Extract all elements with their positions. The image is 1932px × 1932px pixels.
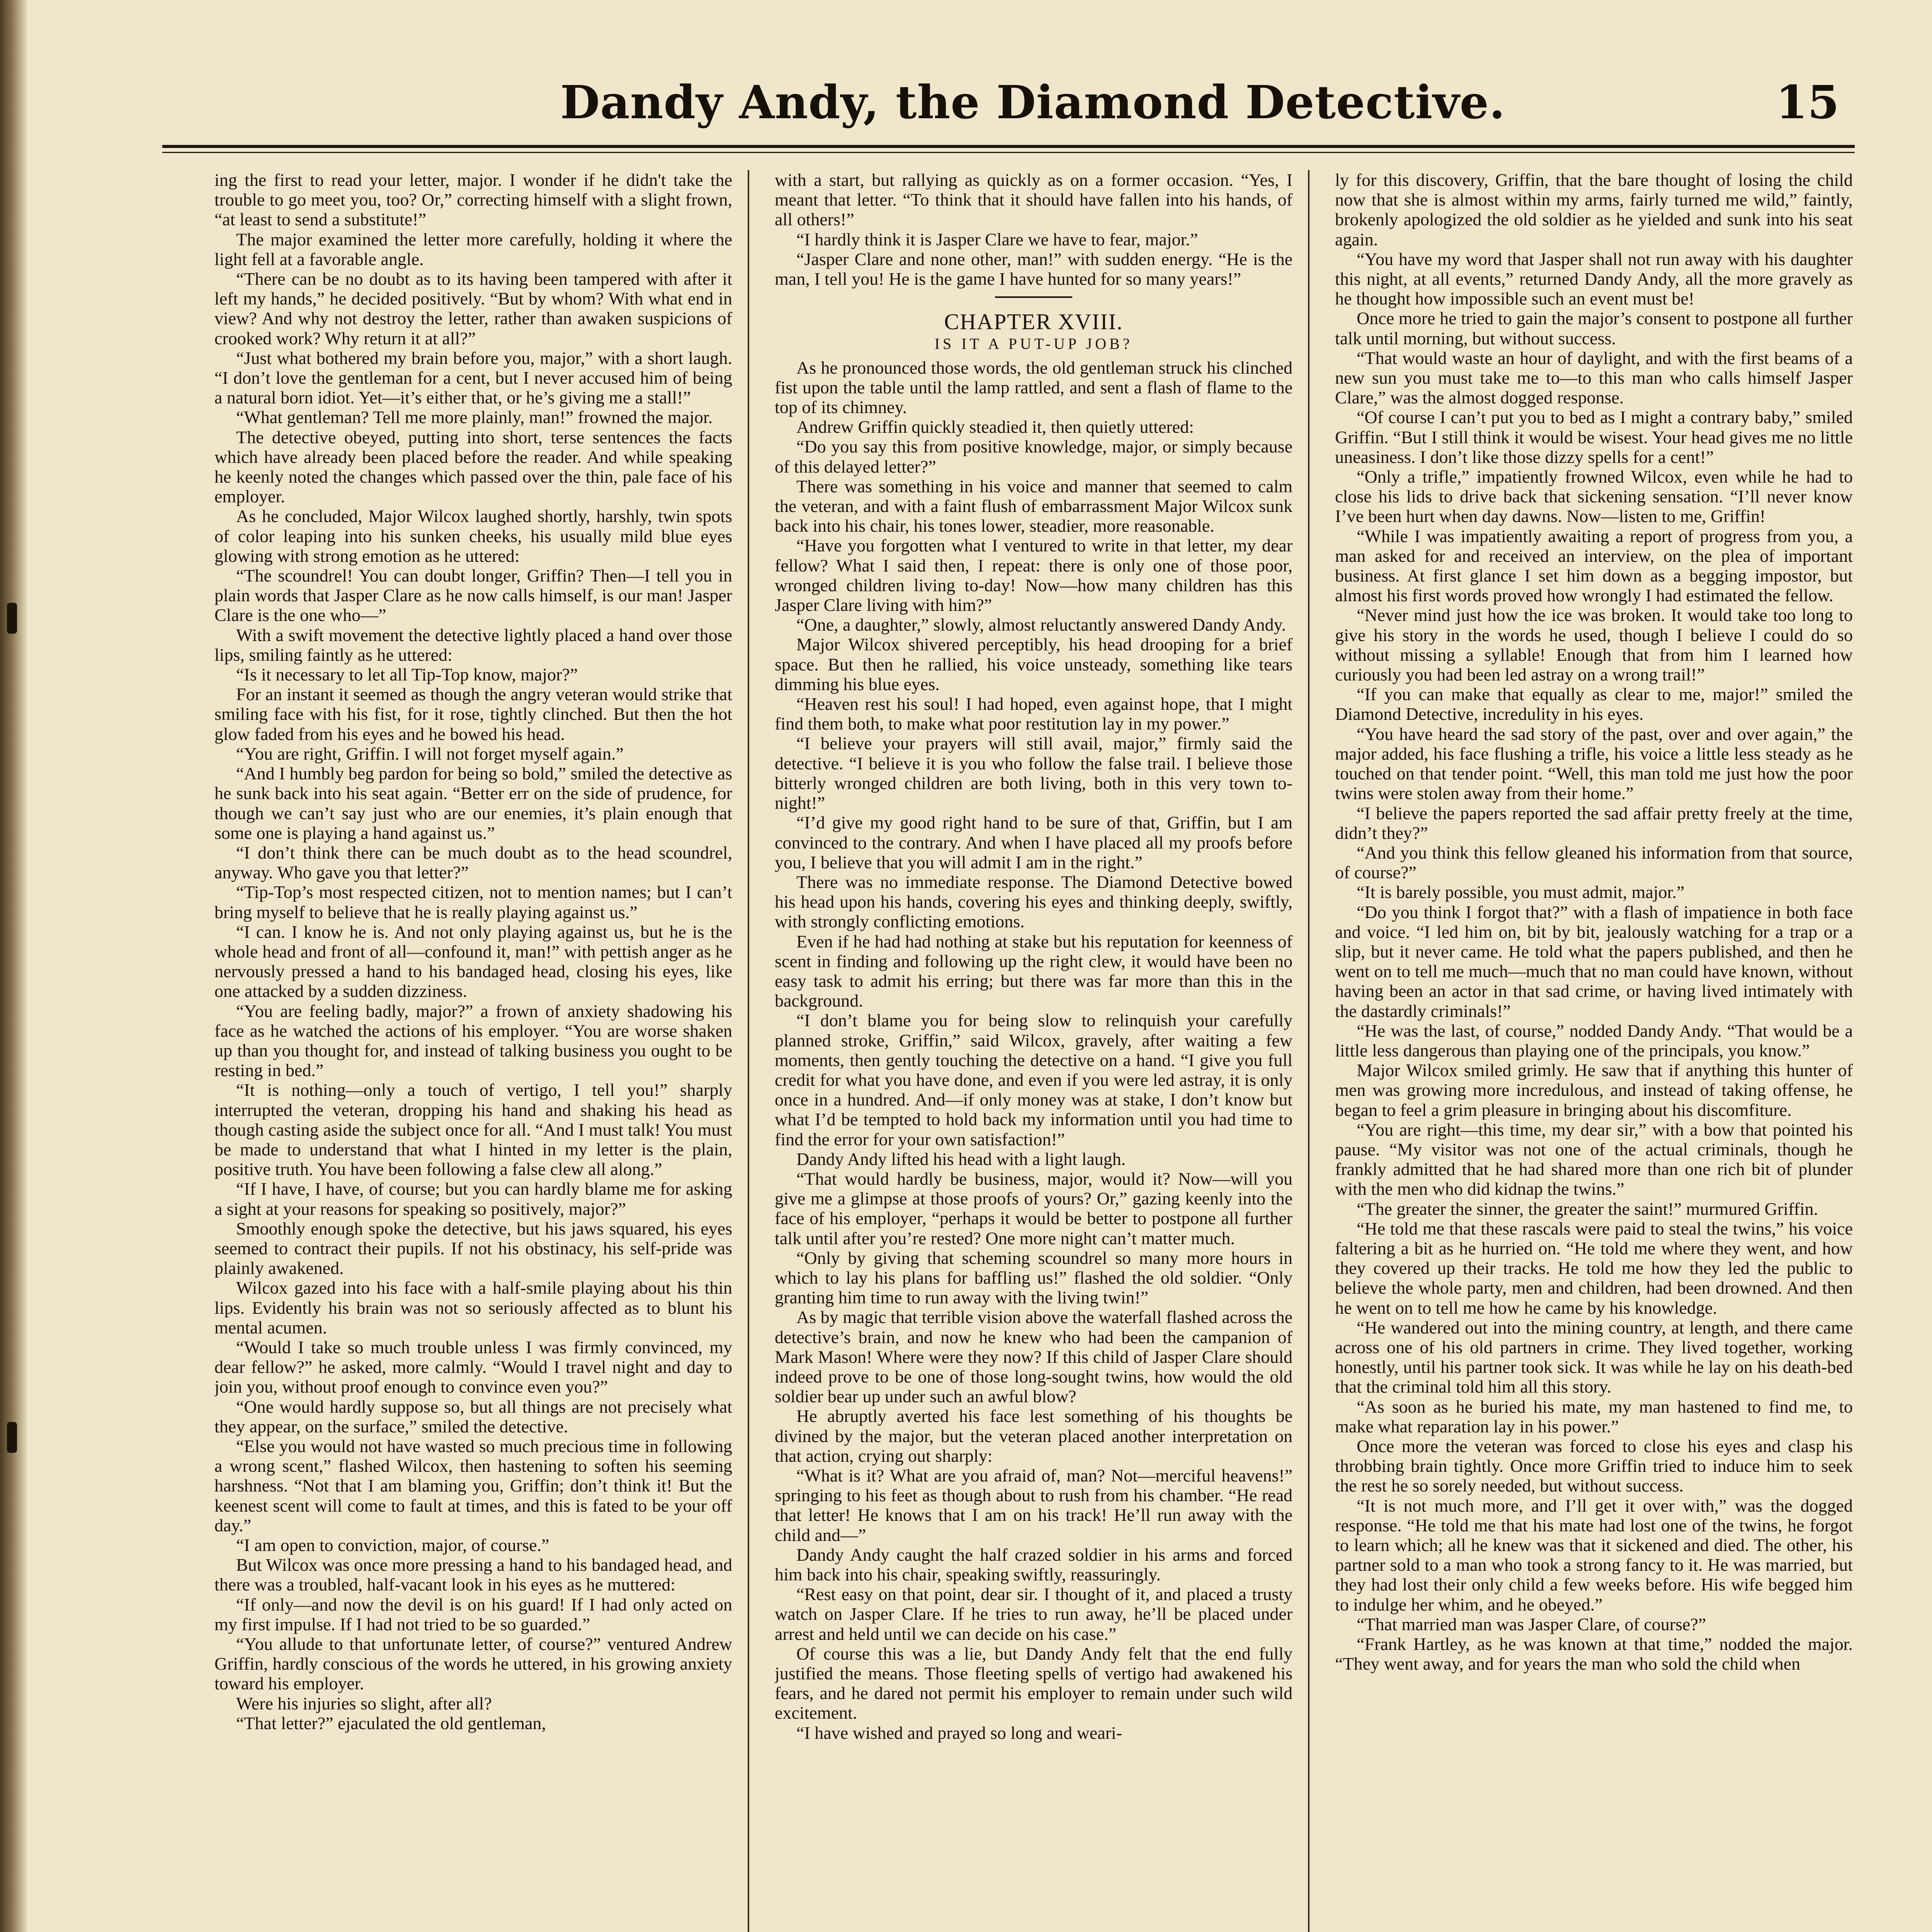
- paragraph: “That would hardly be business, major, would it? Now—will you give me a glimpse at those proofs of yours? Or,” gazing keenly into the face of his employer, “perhaps it would be better to postpone all further talk until after you’re rested? One more night can’t matter much.: [775, 1168, 1293, 1248]
- paragraph: “If you can make that equally as clear to me, major!” smiled the Diamond Detective, incredulity in his eyes.: [1335, 684, 1853, 724]
- paragraph: “What gentleman? Tell me more plainly, man!” frowned the major.: [236, 407, 713, 427]
- paragraph: “Frank Hartley, as he was known at that time,” nodded the major. “They went away, and for years the man who sold the child when: [1335, 1634, 1853, 1674]
- paragraph: Once more he tried to gain the major’s consent to postpone all further talk until morning, but without success.: [1335, 308, 1853, 348]
- paragraph: “It is nothing—only a touch of vertigo, I tell you!” sharply interrupted the veteran, dropping his hand and shaking his head as though casting aside the subject once for all. “And I must talk! You must be made to understand that what I hinted in my letter is the plain, positive truth. You have been following a false clew all along.”: [214, 1080, 732, 1179]
- paragraph: There was no immediate response. The Diamond Detective bowed his head upon his hands, covering his eyes and thinking deeply, swiftly, with strongly conflicting emotions.: [775, 872, 1293, 932]
- paragraph: Dandy Andy caught the half crazed soldier in his arms and forced him back into his chair, speaking swiftly, reassuringly.: [775, 1544, 1293, 1585]
- paragraph: “Have you forgotten what I ventured to write in that letter, my dear fellow? What I said then, I repeat: there is only one of those poor, wronged children living to-day! Now—how many children has this Jasper Clare living with him?”: [775, 536, 1293, 615]
- paragraph: “You are right, Griffin. I will not forget myself again.”: [236, 743, 624, 764]
- paragraph: “Jasper Clare and none other, man!” with sudden energy. “He is the man, I tell you! He is the game I have hunted for so many years!”: [775, 249, 1293, 289]
- paragraph: For an instant it seemed as though the angry veteran would strike that smiling face with his fist, for it rose, tightly clinched. But then the hot glow faded from his eyes and he bowed his head.: [214, 684, 732, 744]
- header-rule-thin: [162, 152, 1855, 153]
- running-title: Dandy Andy, the Diamond Detective.: [560, 75, 1505, 129]
- chapter-subtitle: IS IT A PUT-UP JOB?: [934, 335, 1133, 353]
- paragraph: Smoothly enough spoke the detective, but his jaws squared, his eyes seemed to contract their pupils. If not his obstinacy, his self-pride was plainly awakened.: [214, 1218, 732, 1278]
- paragraph: “It is not much more, and I’ll get it over with,” was the dogged response. “He told me that his mate had lost one of the twins, he forgot to learn which; all he knew was that it sickened and died. The other, his partner sold to a man who took a strong fancy to it. He was married, but they had lost their only child a few weeks before. His wife begged him to indulge her whim, and he obeyed.”: [1335, 1495, 1853, 1614]
- paragraph: Major Wilcox shivered perceptibly, his head drooping for a brief space. But then he rallied, his voice unsteady, something like tears dimming his blue eyes.: [775, 634, 1293, 694]
- paragraph: “I am open to conviction, major, of course.”: [236, 1535, 549, 1555]
- column-2: [775, 170, 1293, 1932]
- paragraph: “I believe the papers reported the sad affair pretty freely at the time, didn’t they?”: [1335, 803, 1853, 843]
- paragraph: “As soon as he buried his mate, my man hastened to find me, to make what reparation lay in his power.”: [1335, 1396, 1853, 1436]
- paragraph: ly for this discovery, Griffin, that the bare thought of losing the child now that she is almost within my arms, fairly turned me wild,” faintly, brokenly apologized the old soldier as he yielded and sunk into his seat again.: [1335, 170, 1853, 249]
- paragraph: Even if he had had nothing at stake but his reputation for keenness of scent in finding and following up the right clew, it would have been no easy task to admit his erring; but there was far more than this in the background.: [775, 931, 1293, 1011]
- paragraph: As he concluded, Major Wilcox laughed shortly, harshly, twin spots of color leaping into his sunken cheeks, his usually mild blue eyes glowing with strong emotion as he uttered:: [214, 506, 732, 566]
- page-binding-edge: [0, 0, 27, 1932]
- paragraph: “You are feeling badly, major?” a frown of anxiety shadowing his face as he watched the actions of his employer. “You are worse shaken up than you thought for, and instead of talking business you ought to be resting in bed.”: [214, 1001, 732, 1080]
- paragraph: “You have heard the sad story of the past, over and over again,” the major added, his face flushing a trifle, his voice a little less steady as he touched on that tender point. “Well, this man told me just how the poor twins were stolen away from their home.”: [1335, 724, 1853, 803]
- paragraph: “I have wished and prayed so long and weari-: [796, 1723, 1122, 1743]
- paragraph: Of course this was a lie, but Dandy Andy felt that the end fully justified the means. Those fleeting spells of vertigo had awakened his fears, and he dared not permit his employer to remain under such wild excitement.: [775, 1643, 1293, 1723]
- paragraph: “If only—and now the devil is on his guard! If I had only acted on my first impulse. If I had not tried to be so guarded.”: [214, 1594, 732, 1634]
- column-1: [214, 170, 732, 1932]
- paragraph: “Do you think I forgot that?” with a flash of impatience in both face and voice. “I led him on, bit by bit, jealously watching for a trap or a slip, but it never came. He told what the papers published, and then he went on to tell me much—much that no man could have known, without having been an actor in that sad crime, or having lived intimately with the dastardly criminals!”: [1335, 902, 1853, 1021]
- paragraph: with a start, but rallying as quickly as on a former occasion. “Yes, I meant that letter. “To think that it should have fallen into his hands, of all others!”: [775, 170, 1293, 230]
- paragraph: “Is it necessary to let all Tip-Top know, major?”: [236, 665, 578, 685]
- paragraph: “If I have, I have, of course; but you can hardly blame me for asking a sight at your reasons for speaking so positively, major?”: [214, 1179, 732, 1219]
- paragraph: As by magic that terrible vision above the waterfall flashed across the detective’s brain, and now he knew who had been the campanion of Mark Mason! Where were they now? If this child of Jasper Clare should indeed prove to be one of those long-sought twins, how would the old soldier bear up under such an awful blow?: [775, 1307, 1293, 1406]
- paragraph: “He wandered out into the mining country, at length, and there came across one of his old partners in crime. They lived together, working honestly, until his partner took sick. It was while he lay on his death-bed that the criminal told him all this story.: [1335, 1317, 1853, 1397]
- paragraph: “Rest easy on that point, dear sir. I thought of it, and placed a trusty watch on Jasper Clare. If he tries to run away, he’ll be placed under arrest and held until we can decide on his case.”: [775, 1584, 1293, 1644]
- paragraph: “And I humbly beg pardon for being so bold,” smiled the detective as he sunk back into his seat again. “Better err on the side of prudence, for though we can’t say just who are our enemies, it’s plain enough that some one is playing a hand against us.”: [214, 764, 732, 843]
- binding-hole: [7, 1422, 17, 1453]
- paragraph: “Only a trifle,” impatiently frowned Wilcox, even while he had to close his lids to drive back that sickening sensation. “I’ll never know I’ve been hurt when day dawns. Now—listen to me, Griffin!: [1335, 467, 1853, 526]
- paragraph: Once more the veteran was forced to close his eyes and clasp his throbbing brain tightly. Once more Griffin tried to induce him to seek the rest he so sorely needed, but without success.: [1335, 1436, 1853, 1496]
- paragraph: With a swift movement the detective lightly placed a hand over those lips, smiling faintly as he uttered:: [214, 625, 732, 665]
- paragraph: But Wilcox was once more pressing a hand to his bandaged head, and there was a troubled, half-vacant look in his eyes as he muttered:: [214, 1555, 732, 1595]
- page-header: [116, 68, 1855, 145]
- paragraph: “I don’t think there can be much doubt as to the head scoundrel, anyway. Who gave you that letter?”: [214, 842, 732, 883]
- paragraph: There was something in his voice and manner that seemed to calm the veteran, and with a faint flush of embarrassment Major Wilcox sunk back into his chair, his tones lower, steadier, more reasonable.: [775, 476, 1293, 536]
- page-number: 15: [1776, 75, 1839, 129]
- paragraph: “Heaven rest his soul! I had hoped, even against hope, that I might find them both, to make what poor restitution lay in my power.”: [775, 694, 1293, 734]
- paragraph: “There can be no doubt as to its having been tampered with after it left my hands,” he decided positively. “But by whom? With what end in view? And why not destroy the letter, rather than awaken suspicions of crooked work? Why return it at all?”: [214, 269, 732, 348]
- paragraph: “And you think this fellow gleaned his information from that source, of course?”: [1335, 842, 1853, 883]
- paragraph: “That would waste an hour of daylight, and with the first beams of a new sun you must take me to—to this man who calls himself Jasper Clare,” was the almost dogged response.: [1335, 348, 1853, 408]
- chapter-rule: [995, 296, 1072, 298]
- paragraph: Andrew Griffin quickly steadied it, then quietly uttered:: [796, 417, 1194, 437]
- paragraph: ing the first to read your letter, major. I wonder if he didn't take the trouble to go meet you, too? Or,” correcting himself with a slight frown, “at least to send a substitute!”: [214, 170, 732, 230]
- paragraph: “I believe your prayers will still avail, major,” firmly said the detective. “I believe it is you who follow the false trail. I believe those bitterly wronged children are both living, both in this very town to-night!”: [775, 733, 1293, 813]
- paragraph: The detective obeyed, putting into short, terse sentences the facts which have already been placed before the reader. And while speaking he keenly noted the changes which passed over the thin, pale face of his employer.: [214, 427, 732, 507]
- paragraph: “It is barely possible, you must admit, major.”: [1357, 882, 1685, 902]
- paragraph: “I don’t blame you for being slow to relinquish your carefully planned stroke, Griffin,” said Wilcox, gravely, after waiting a few moments, then gently touching the detective on a hand. “I give you full credit for what you have done, and even if you were led astray, it is only once in a hundred. And—if only money was at stake, I don’t know but what I’d be tempted to hold back my information until you had time to find the error for your own satisfaction!”: [775, 1010, 1293, 1149]
- paragraph: The major examined the letter more carefully, holding it where the light fell at a favorable angle.: [214, 229, 732, 269]
- binding-hole: [7, 603, 17, 634]
- paragraph: “Tip-Top’s most respected citizen, not to mention names; but I can’t bring myself to believe that he is really playing against us.”: [214, 882, 732, 922]
- paragraph: “The greater the sinner, the greater the saint!” murmured Griffin.: [1357, 1199, 1818, 1219]
- paragraph: Were his injuries so slight, after all?: [236, 1693, 492, 1713]
- chapter-heading: CHAPTER XVIII.: [944, 309, 1123, 335]
- header-rule: [162, 145, 1855, 148]
- paragraph: “I’d give my good right hand to be sure of that, Griffin, but I am convinced to the contrary. And when I have placed all my proofs before you, I believe that you will admit I am in the right.”: [775, 813, 1293, 872]
- paragraph: Dandy Andy lifted his head with a light laugh.: [796, 1149, 1126, 1169]
- paragraph: “That letter?” ejaculated the old gentleman,: [236, 1713, 546, 1733]
- column-3: [1335, 170, 1853, 1932]
- paragraph: “He told me that these rascals were paid to steal the twins,” his voice faltering a bit as he hurried on. “He told me where they went, and how they covered up their tracks. He told me how they led the public to believe the whole party, men and children, had been drowned. And then he went on to tell me how he came by his knowledge.: [1335, 1218, 1853, 1318]
- paragraph: “Only by giving that scheming scoundrel so many more hours in which to lay his plans for baffling us!” flashed the old soldier. “Only granting him time to run away with the living twin!”: [775, 1248, 1293, 1308]
- paragraph: “While I was impatiently awaiting a report of progress from you, a man asked for and received an interview, on the plea of important business. At first glance I set him down as a begging impostor, but almost his first words proved how wrongly I had estimated the fellow.: [1335, 526, 1853, 605]
- paragraph: “Of course I can’t put you to bed as I might a contrary baby,” smiled Griffin. “But I still think it would be wisest. Your head gives me no little uneasiness. I don’t like those dizzy spells for a cent!”: [1335, 407, 1853, 467]
- paragraph: Wilcox gazed into his face with a half-smile playing about his thin lips. Evidently his brain was not so seriously affected as to blunt his mental acumen.: [214, 1278, 732, 1337]
- paragraph: Major Wilcox smiled grimly. He saw that if anything this hunter of men was growing more incredulous, and instead of taking offense, he began to feel a grim pleasure in bringing about his discomfiture.: [1335, 1060, 1853, 1120]
- paragraph: “What is it? What are you afraid of, man? Not—merciful heavens!” springing to his feet as though about to rush from his chamber. “He read that letter! He knows that I am on his track! He’ll run away with the child and—”: [775, 1466, 1293, 1545]
- paragraph: “That married man was Jasper Clare, of course?”: [1357, 1614, 1706, 1634]
- paragraph: “He was the last, of course,” nodded Dandy Andy. “That would be a little less dangerous than playing one of the principals, you know.”: [1335, 1020, 1853, 1060]
- article-body: [214, 170, 1853, 1932]
- paragraph: “One, a daughter,” slowly, almost reluctantly answered Dandy Andy.: [796, 615, 1286, 635]
- paragraph: “You have my word that Jasper shall not run away with his daughter this night, at all events,” returned Dandy Andy, all the more gravely as he thought how impossible such an event must be!: [1335, 249, 1853, 309]
- paragraph: “I can. I know he is. And not only playing against us, but he is the whole head and front of all—confound it, man!” with pettish anger as he nervously pressed a hand to his bandaged head, closing his eyes, like one attacked by a sudden dizziness.: [214, 922, 732, 1001]
- paragraph: “You allude to that unfortunate letter, of course?” ventured Andrew Griffin, hardly conscious of the words he uttered, in his growing anxiety toward his employer.: [214, 1634, 732, 1694]
- paragraph: He abruptly averted his face lest something of his thoughts be divined by the major, but the veteran placed another interpretation on that action, crying out sharply:: [775, 1406, 1293, 1466]
- paragraph: “Never mind just how the ice was broken. It would take too long to give his story in the words he used, though I believe I could do so without missing a syllable! Enough that from him I learned how curiously you had been led astray on a wrong trail!”: [1335, 605, 1853, 685]
- paragraph: “Else you would not have wasted so much precious time in following a wrong scent,” flashed Wilcox, then hastening to soften his seeming harshness. “Not that I am blaming you, Griffin; don’t think it! But the keenest scent will come to fault at times, and this is fated to be your off day.”: [214, 1436, 732, 1535]
- paragraph: “The scoundrel! You can doubt longer, Griffin? Then—I tell you in plain words that Jasper Clare as he now calls himself, is our man! Jasper Clare is the one who—”: [214, 566, 732, 625]
- paragraph: “Do you say this from positive knowledge, major, or simply because of this delayed letter?”: [775, 437, 1293, 476]
- paragraph: As he pronounced those words, the old gentleman struck his clinched fist upon the table until the lamp rattled, and sent a flash of flame to the top of its chimney.: [775, 357, 1293, 417]
- paragraph: “One would hardly suppose so, but all things are not precisely what they appear, on the surface,” smiled the detective.: [214, 1396, 732, 1436]
- paragraph: “Would I take so much trouble unless I was firmly convinced, my dear fellow?” he asked, more calmly. “Would I travel night and day to join you, without proof enough to convince even you?”: [214, 1337, 732, 1397]
- paragraph: “I hardly think it is Jasper Clare we have to fear, major.”: [796, 229, 1198, 249]
- paragraph: “You are right—this time, my dear sir,” with a bow that pointed his pause. “My visitor was not one of the actual criminals, though he frankly admitted that he had shared more than one rich bit of plunder with the men who did kidnap the twins.”: [1335, 1119, 1853, 1199]
- paragraph: “Just what bothered my brain before you, major,” with a short laugh. “I don’t love the gentleman for a cent, but I never accused him of being a natural born idiot. Yet—it’s either that, or he’s giving me a stall!”: [214, 348, 732, 408]
